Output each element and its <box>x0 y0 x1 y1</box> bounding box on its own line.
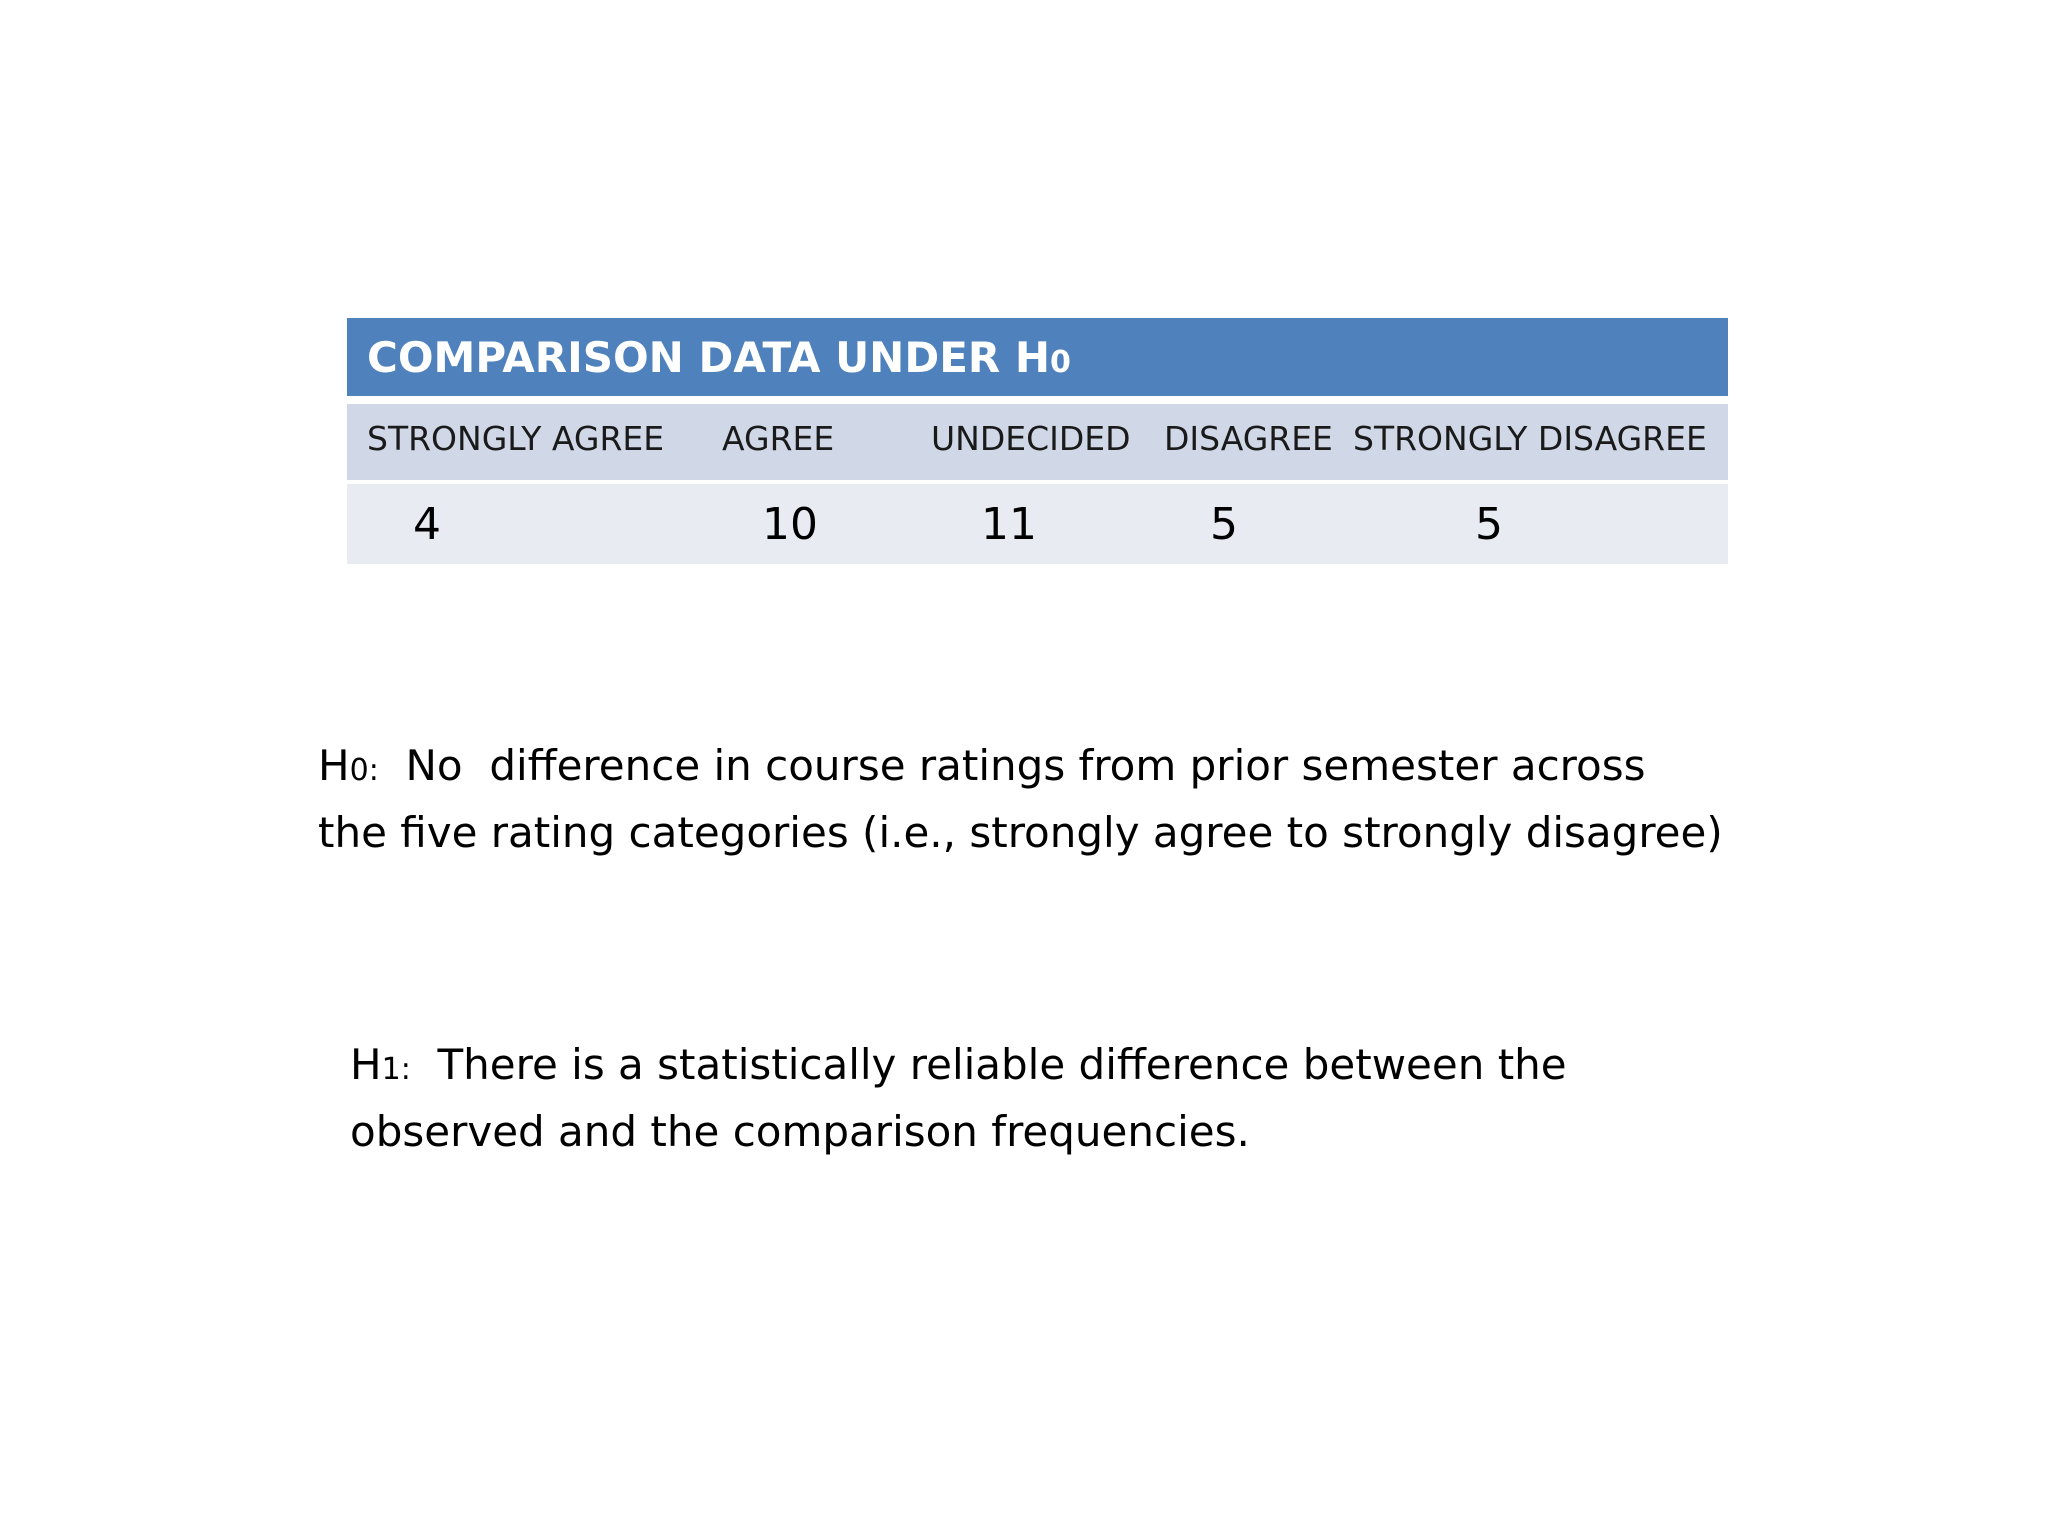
value-strongly-agree: 4 <box>413 499 441 550</box>
value-agree: 10 <box>762 499 818 550</box>
null-hypothesis <box>318 735 1723 864</box>
alternative-hypothesis-text-2: observed and the comparison frequencies. <box>350 1107 1250 1156</box>
header-disagree: DISAGREE <box>1164 419 1333 458</box>
null-hypothesis-symbol: H <box>318 741 350 790</box>
null-hypothesis-line-1 <box>318 735 1723 802</box>
header-agree: AGREE <box>722 419 835 458</box>
comparison-table <box>347 318 1728 564</box>
value-disagree: 5 <box>1210 499 1238 550</box>
table-title <box>347 318 1728 396</box>
null-hypothesis-text-2: the five rating categories (i.e., strongly agree to strongly disagree) <box>318 808 1723 857</box>
value-undecided: 11 <box>981 499 1037 550</box>
row-divider <box>347 396 1728 404</box>
header-strongly-disagree: STRONGLY DISAGREE <box>1353 419 1707 458</box>
alternative-hypothesis-symbol: H <box>350 1040 382 1089</box>
alternative-hypothesis-line-1 <box>350 1034 1567 1101</box>
table-header-row <box>347 404 1728 480</box>
alternative-hypothesis-colon: : <box>400 1052 411 1087</box>
header-strongly-agree: STRONGLY AGREE <box>367 419 665 458</box>
table-value-row <box>347 484 1728 564</box>
table-title-text: COMPARISON DATA UNDER H <box>367 333 1050 382</box>
null-hypothesis-subscript: 0 <box>349 753 369 788</box>
header-undecided: UNDECIDED <box>931 419 1131 458</box>
value-strongly-disagree: 5 <box>1475 499 1503 550</box>
null-hypothesis-colon: : <box>368 753 379 788</box>
null-hypothesis-text-1: No difference in course ratings from prior semester across <box>405 741 1646 790</box>
table-title-subscript: 0 <box>1050 345 1071 380</box>
alternative-hypothesis-text-1: There is a statistically reliable difference between the <box>437 1040 1567 1089</box>
alternative-hypothesis-subscript: 1 <box>381 1052 401 1087</box>
alternative-hypothesis <box>350 1034 1567 1163</box>
